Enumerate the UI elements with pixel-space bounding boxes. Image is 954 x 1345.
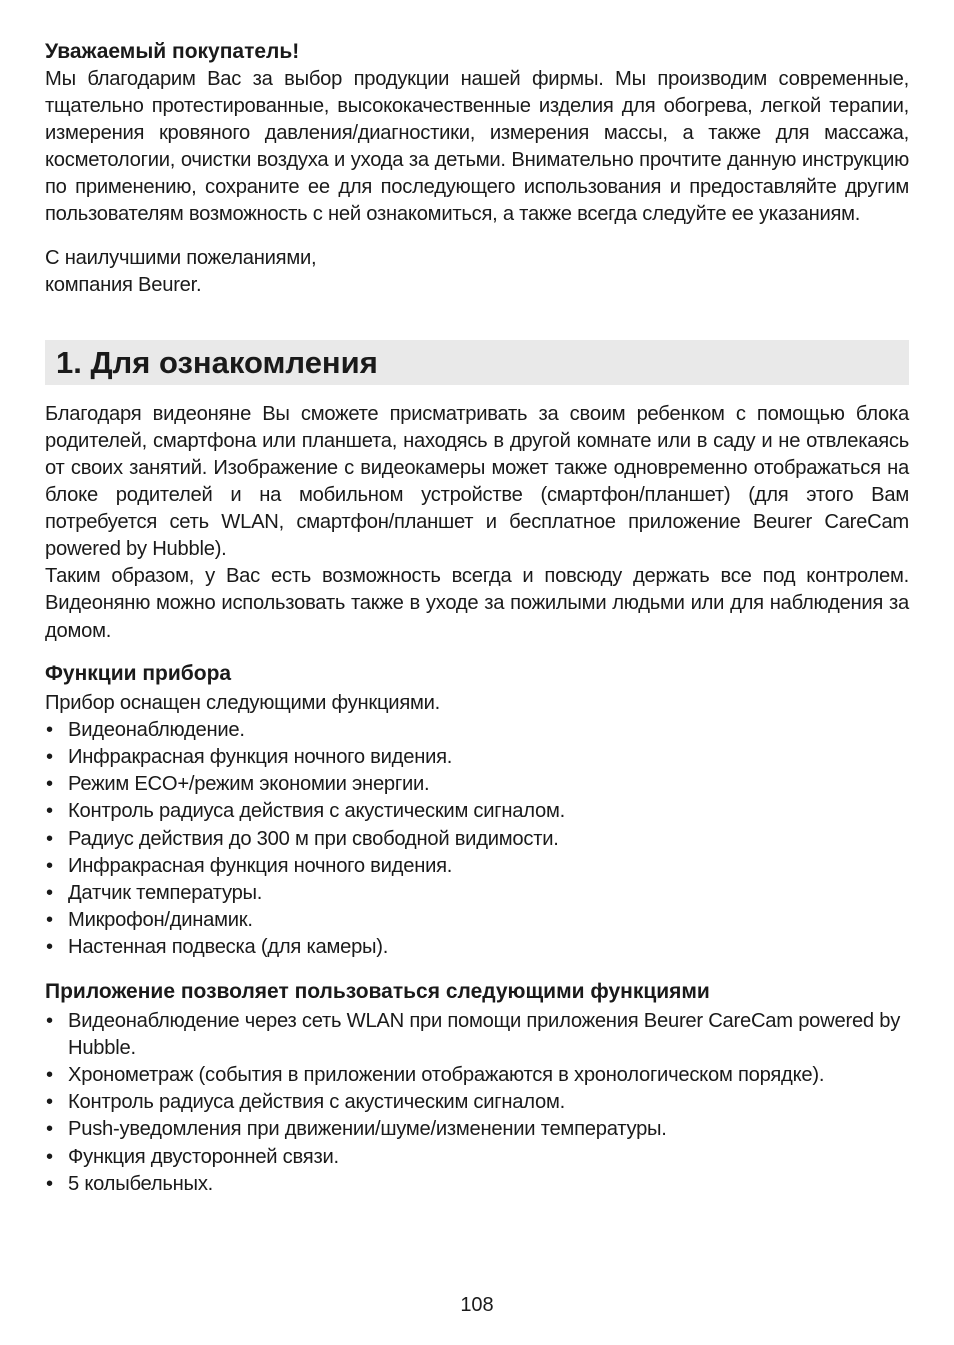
list-item: • Инфракрасная функция ночного видения. [45, 853, 909, 880]
signoff-line-2: компания Beurer. [45, 273, 202, 296]
list-item: • Хронометраж (события в приложении отображаются в хронологическом порядке). [45, 1062, 909, 1089]
device-functions-intro: Прибор оснащен следующими функциями. [45, 691, 441, 714]
list-item: • Видеонаблюдение через сеть WLAN при помощи приложения Beurer CareCam powered by Hubble. [45, 1008, 909, 1062]
section-paragraph-1: Благодаря видеоняне Вы сможете присматривать за своим ребенком с помощью блока родителей, смартфона или планшета, находясь в другой комнате или в саду и не отвлекаясь от своих занятий. Изображение с видеокамеры может также одновременно отображаться на блоке родителей и на мобильном устройстве (смартфон/планшет) (для этого Вам потребуется сеть WLAN, смартфон/планшет и бесплатное приложение Beurer CareCam powered by Hubble). [45, 402, 909, 561]
app-functions-list [45, 1008, 909, 1198]
list-item: • Микрофон/динамик. [45, 907, 909, 934]
list-item: • Режим ECO+/режим экономии энергии. [45, 771, 909, 798]
greeting-body: Мы благодарим Вас за выбор продукции нашей фирмы. Мы производим современные, тщательно протестированные, высококачественные изделия для обогрева, легкой терапии, измерения кровяного давления/диагностики, измерения массы, а также для массажа, косметологии, очистки воздуха и ухода за детьми. Внимательно прочтите данную инструкцию по применению, сохраните ее для последующего использования и предоставляйте другим пользователям возможность с ней ознакомиться, а также всегда следуйте ее указаниям. [45, 68, 909, 226]
section-header-bar [45, 340, 909, 385]
list-item: • Настенная подвеска (для камеры). [45, 934, 909, 961]
list-item: • Функция двусторонней связи. [45, 1144, 909, 1171]
list-item: • Видеонаблюдение. [45, 717, 909, 744]
page-number: 108 [460, 1294, 494, 1316]
signoff-line-1: С наилучшими пожеланиями, [45, 246, 317, 269]
list-item: • Датчик температуры. [45, 880, 909, 907]
list-item: • Инфракрасная функция ночного видения. [45, 744, 909, 771]
list-item: • Push-уведомления при движении/шуме/изменении температуры. [45, 1116, 909, 1143]
list-item: • Радиус действия до 300 м при свободной видимости. [45, 826, 909, 853]
list-item: • Контроль радиуса действия с акустическим сигналом. [45, 1089, 909, 1116]
device-functions-list [45, 717, 909, 962]
section-paragraph-2: Таким образом, у Вас есть возможность всегда и повсюду держать все под контролем. Видеоняню можно использовать также в уходе за пожилыми людьми или для наблюдения за домом. [45, 565, 909, 642]
list-item: • 5 колыбельных. [45, 1171, 909, 1198]
list-item: • Контроль радиуса действия с акустическим сигналом. [45, 798, 909, 825]
greeting-title: Уважаемый покупатель! [45, 40, 300, 63]
device-functions-title: Функции прибора [45, 661, 232, 685]
page-content [45, 38, 909, 1198]
app-functions-title: Приложение позволяет пользоваться следующими функциями [45, 979, 710, 1003]
section-title: 1. Для ознакомления [56, 344, 378, 380]
signoff [45, 245, 909, 299]
